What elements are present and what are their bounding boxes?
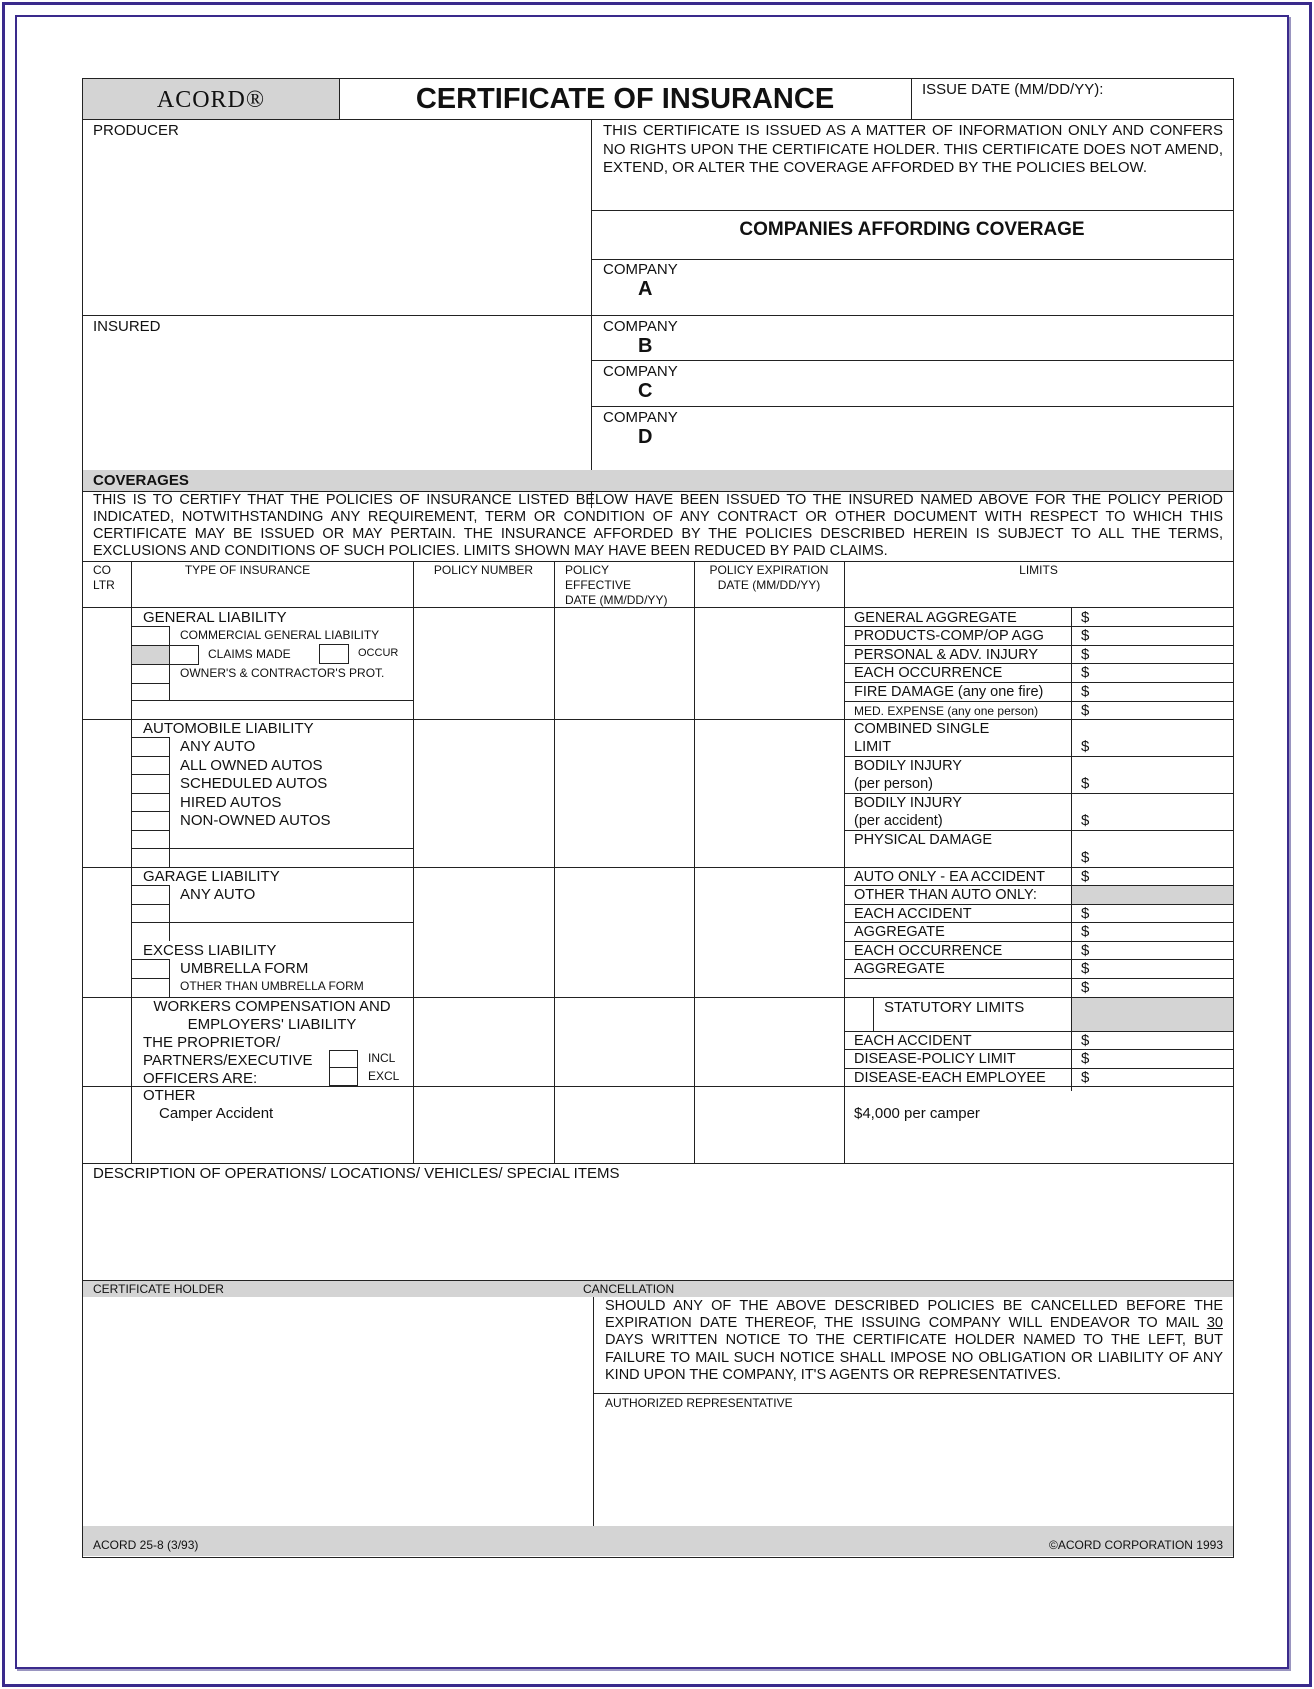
excess-limit-occurrence: EACH OCCURRENCE <box>854 943 1003 959</box>
coverages-heading: COVERAGES <box>93 472 189 489</box>
wc-title-2: EMPLOYERS' LIABILITY <box>187 1016 357 1033</box>
auto-scheduled: SCHEDULED AUTOS <box>180 775 328 792</box>
certificate-holder-label: CERTIFICATE HOLDER <box>93 1282 224 1296</box>
gl-occur: OCCUR <box>358 647 399 659</box>
other-title: OTHER <box>143 1087 196 1104</box>
auto-limit-csl-1: COMBINED SINGLE <box>854 721 990 737</box>
auto-non-owned: NON-OWNED AUTOS <box>180 812 331 829</box>
dollar-sign: $ <box>1081 812 1090 829</box>
shaded-cell <box>1072 886 1233 904</box>
wc-line-2: PARTNERS/EXECUTIVE <box>143 1052 313 1069</box>
auto-limit-csl-2: LIMIT <box>854 739 892 755</box>
garage-limit-other: OTHER THAN AUTO ONLY: <box>854 887 1037 903</box>
auto-owned: ALL OWNED AUTOS <box>180 757 323 774</box>
dollar-sign: $ <box>1081 1050 1090 1067</box>
gl-claims-made: CLAIMS MADE <box>208 647 291 661</box>
authorized-label: AUTHORIZED REPRESENTATIVE <box>605 1396 793 1410</box>
col-eff-3: DATE (MM/DD/YY) <box>565 593 668 607</box>
auto-limit-bi-2: (per person) <box>854 776 933 792</box>
company-d-letter: D <box>638 426 653 448</box>
col-ltr: LTR <box>93 578 115 592</box>
company-b-label: COMPANY <box>603 318 678 335</box>
auto-title: AUTOMOBILE LIABILITY <box>143 720 314 737</box>
dollar-sign: $ <box>1081 1032 1090 1049</box>
shaded-cell <box>1072 998 1233 1031</box>
other-limit: $4,000 per camper <box>854 1105 980 1122</box>
cancellation-text: SHOULD ANY OF THE ABOVE DESCRIBED POLICIES BE CANCELLED BEFORE THE EXPIRATION DATE THEREOF, THE ISSUING COMPANY WILL ENDEAVOR TO MAIL 30 DAYS WRITTEN NOTICE TO THE CERTIFICATE HOLDER NAMED TO THE LEFT, BUT FAILURE TO MAIL SUCH NOTICE SHALL IMPOSE NO OBLIGATION OR LIABILITY OF ANY KIND UPON THE COMPANY, IT'S AGENTS OR REPRESENTATIVES. <box>605 1298 1223 1383</box>
auto-any: ANY AUTO <box>180 738 256 755</box>
dollar-sign: $ <box>1081 738 1090 755</box>
gl-shaded-box <box>132 646 169 664</box>
other-item: Camper Accident <box>159 1105 274 1122</box>
acord-logo: ACORD® <box>156 87 266 113</box>
coverages-statement: THIS IS TO CERTIFY THAT THE POLICIES OF INSURANCE LISTED BELOW HAVE BEEN ISSUED TO THE INSURED NAMED ABOVE FOR THE POLICY PERIOD INDICATED, NOTWITHSTANDING ANY REQUIREMENT, TERM OR CONDITION OF ANY CONTRACT OR OTHER DOCUMENT WITH RESPECT TO WHICH THIS CERTIFICATE MAY BE ISSUED OR MAY PERTAIN. THE INSURANCE AFFORDED BY THE POLICIES DESCRIBED HEREIN IS SUBJECT TO ALL THE TERMS, EXCLUSIONS AND CONDITIONS OF SUCH POLICIES. LIMITS SHOWN MAY HAVE BEEN REDUCED BY PAID CLAIMS. <box>93 492 1223 559</box>
wc-title-1: WORKERS COMPENSATION AND <box>153 998 391 1015</box>
form-title: CERTIFICATE OF INSURANCE <box>415 83 835 115</box>
col-type: TYPE OF INSURANCE <box>184 563 311 577</box>
dollar-sign: $ <box>1081 905 1090 922</box>
dollar-sign: $ <box>1081 942 1090 959</box>
dollar-sign: $ <box>1081 702 1090 719</box>
auto-limit-pd: PHYSICAL DAMAGE <box>854 832 993 848</box>
garage-any-auto: ANY AUTO <box>180 886 256 903</box>
gl-limit-aggregate: GENERAL AGGREGATE <box>854 610 1017 626</box>
wc-line-3: OFFICERS ARE: <box>143 1070 258 1087</box>
col-co: CO <box>93 563 111 577</box>
dollar-sign: $ <box>1081 627 1090 644</box>
dollar-sign: $ <box>1081 1069 1090 1086</box>
dollar-sign: $ <box>1081 960 1090 977</box>
company-d-label: COMPANY <box>603 409 678 426</box>
garage-limit-aggregate: AGGREGATE <box>854 924 945 940</box>
excess-other: OTHER THAN UMBRELLA FORM <box>180 979 364 993</box>
auto-limit-bia-2: (per accident) <box>854 813 943 829</box>
auto-limit-bi-1: BODILY INJURY <box>854 758 962 774</box>
col-policy-number: POLICY NUMBER <box>433 563 534 577</box>
dollar-sign: $ <box>1081 664 1090 681</box>
garage-limit-each-accident: EACH ACCIDENT <box>854 906 972 922</box>
dollar-sign: $ <box>1081 849 1090 866</box>
companies-heading: COMPANIES AFFORDING COVERAGE <box>739 219 1085 240</box>
col-exp-2: DATE (MM/DD/YY) <box>717 578 821 592</box>
form-id: ACORD 25-8 (3/93) <box>93 1538 199 1552</box>
col-eff-2: EFFECTIVE <box>565 578 632 592</box>
company-a-letter: A <box>638 278 653 300</box>
col-exp-1: POLICY EXPIRATION <box>709 563 829 577</box>
gl-limit-fire: FIRE DAMAGE (any one fire) <box>854 684 1044 700</box>
wc-limit-accident: EACH ACCIDENT <box>854 1033 972 1049</box>
company-c-label: COMPANY <box>603 363 678 380</box>
gl-limit-products: PRODUCTS-COMP/OP AGG <box>854 628 1044 644</box>
certificate-form <box>82 78 1234 1558</box>
issue-date-label: ISSUE DATE (MM/DD/YY): <box>922 81 1104 98</box>
excess-umbrella: UMBRELLA FORM <box>180 960 309 977</box>
col-limits: LIMITS <box>1019 563 1058 577</box>
wc-line-1: THE PROPRIETOR/ <box>143 1034 281 1051</box>
notice-days: 30 <box>1206 1315 1223 1332</box>
auto-limit-bia-1: BODILY INJURY <box>854 795 962 811</box>
wc-limit-disease-employee: DISEASE-EACH EMPLOYEE <box>854 1070 1046 1086</box>
dollar-sign: $ <box>1081 979 1090 996</box>
dollar-sign: $ <box>1081 923 1090 940</box>
cancellation-label: CANCELLATION <box>583 1282 675 1296</box>
col-eff-1: POLICY <box>565 563 610 577</box>
producer-label: PRODUCER <box>93 122 179 139</box>
gl-title: GENERAL LIABILITY <box>143 609 287 626</box>
dollar-sign: $ <box>1081 775 1090 792</box>
excess-limit-aggregate: AGGREGATE <box>854 961 945 977</box>
dollar-sign: $ <box>1081 683 1090 700</box>
description-label: DESCRIPTION OF OPERATIONS/ LOCATIONS/ VEHICLES/ SPECIAL ITEMS <box>93 1165 620 1182</box>
wc-statutory: STATUTORY LIMITS <box>884 999 1025 1016</box>
gl-cgl: COMMERCIAL GENERAL LIABILITY <box>180 628 380 642</box>
gl-limit-occurrence: EACH OCCURRENCE <box>854 665 1003 681</box>
occur-checkbox[interactable] <box>319 644 349 664</box>
company-c-letter: C <box>638 380 653 402</box>
dollar-sign: $ <box>1081 868 1090 885</box>
dollar-sign: $ <box>1081 646 1090 663</box>
company-b-letter: B <box>638 335 653 357</box>
garage-title: GARAGE LIABILITY <box>143 868 280 885</box>
claims-made-checkbox[interactable] <box>169 645 199 665</box>
wc-excl: EXCL <box>368 1069 400 1083</box>
insured-label: INSURED <box>93 318 161 335</box>
gl-limit-personal: PERSONAL & ADV. INJURY <box>854 647 1039 663</box>
company-a-label: COMPANY <box>603 261 678 278</box>
coverages-band <box>83 470 1233 491</box>
dollar-sign: $ <box>1081 609 1090 626</box>
wc-incl: INCL <box>368 1051 396 1065</box>
auto-hired: HIRED AUTOS <box>180 794 282 811</box>
disclaimer-text: THIS CERTIFICATE IS ISSUED AS A MATTER OF INFORMATION ONLY AND CONFERS NO RIGHTS UPON THE CERTIFICATE HOLDER. THIS CERTIFICATE DOES NOT AMEND, EXTEND, OR ALTER THE COVERAGE AFFORDED BY THE POLICIES BELOW. <box>603 122 1223 176</box>
gl-limit-med: MED. EXPENSE (any one person) <box>854 704 1039 718</box>
gl-owners: OWNER'S & CONTRACTOR'S PROT. <box>180 666 385 680</box>
wc-limit-disease-policy: DISEASE-POLICY LIMIT <box>854 1051 1016 1067</box>
excl-checkbox[interactable] <box>329 1067 358 1086</box>
excess-title: EXCESS LIABILITY <box>143 942 277 959</box>
copyright: ©ACORD CORPORATION 1993 <box>1049 1538 1223 1552</box>
garage-limit-auto-only: AUTO ONLY - EA ACCIDENT <box>854 869 1045 885</box>
